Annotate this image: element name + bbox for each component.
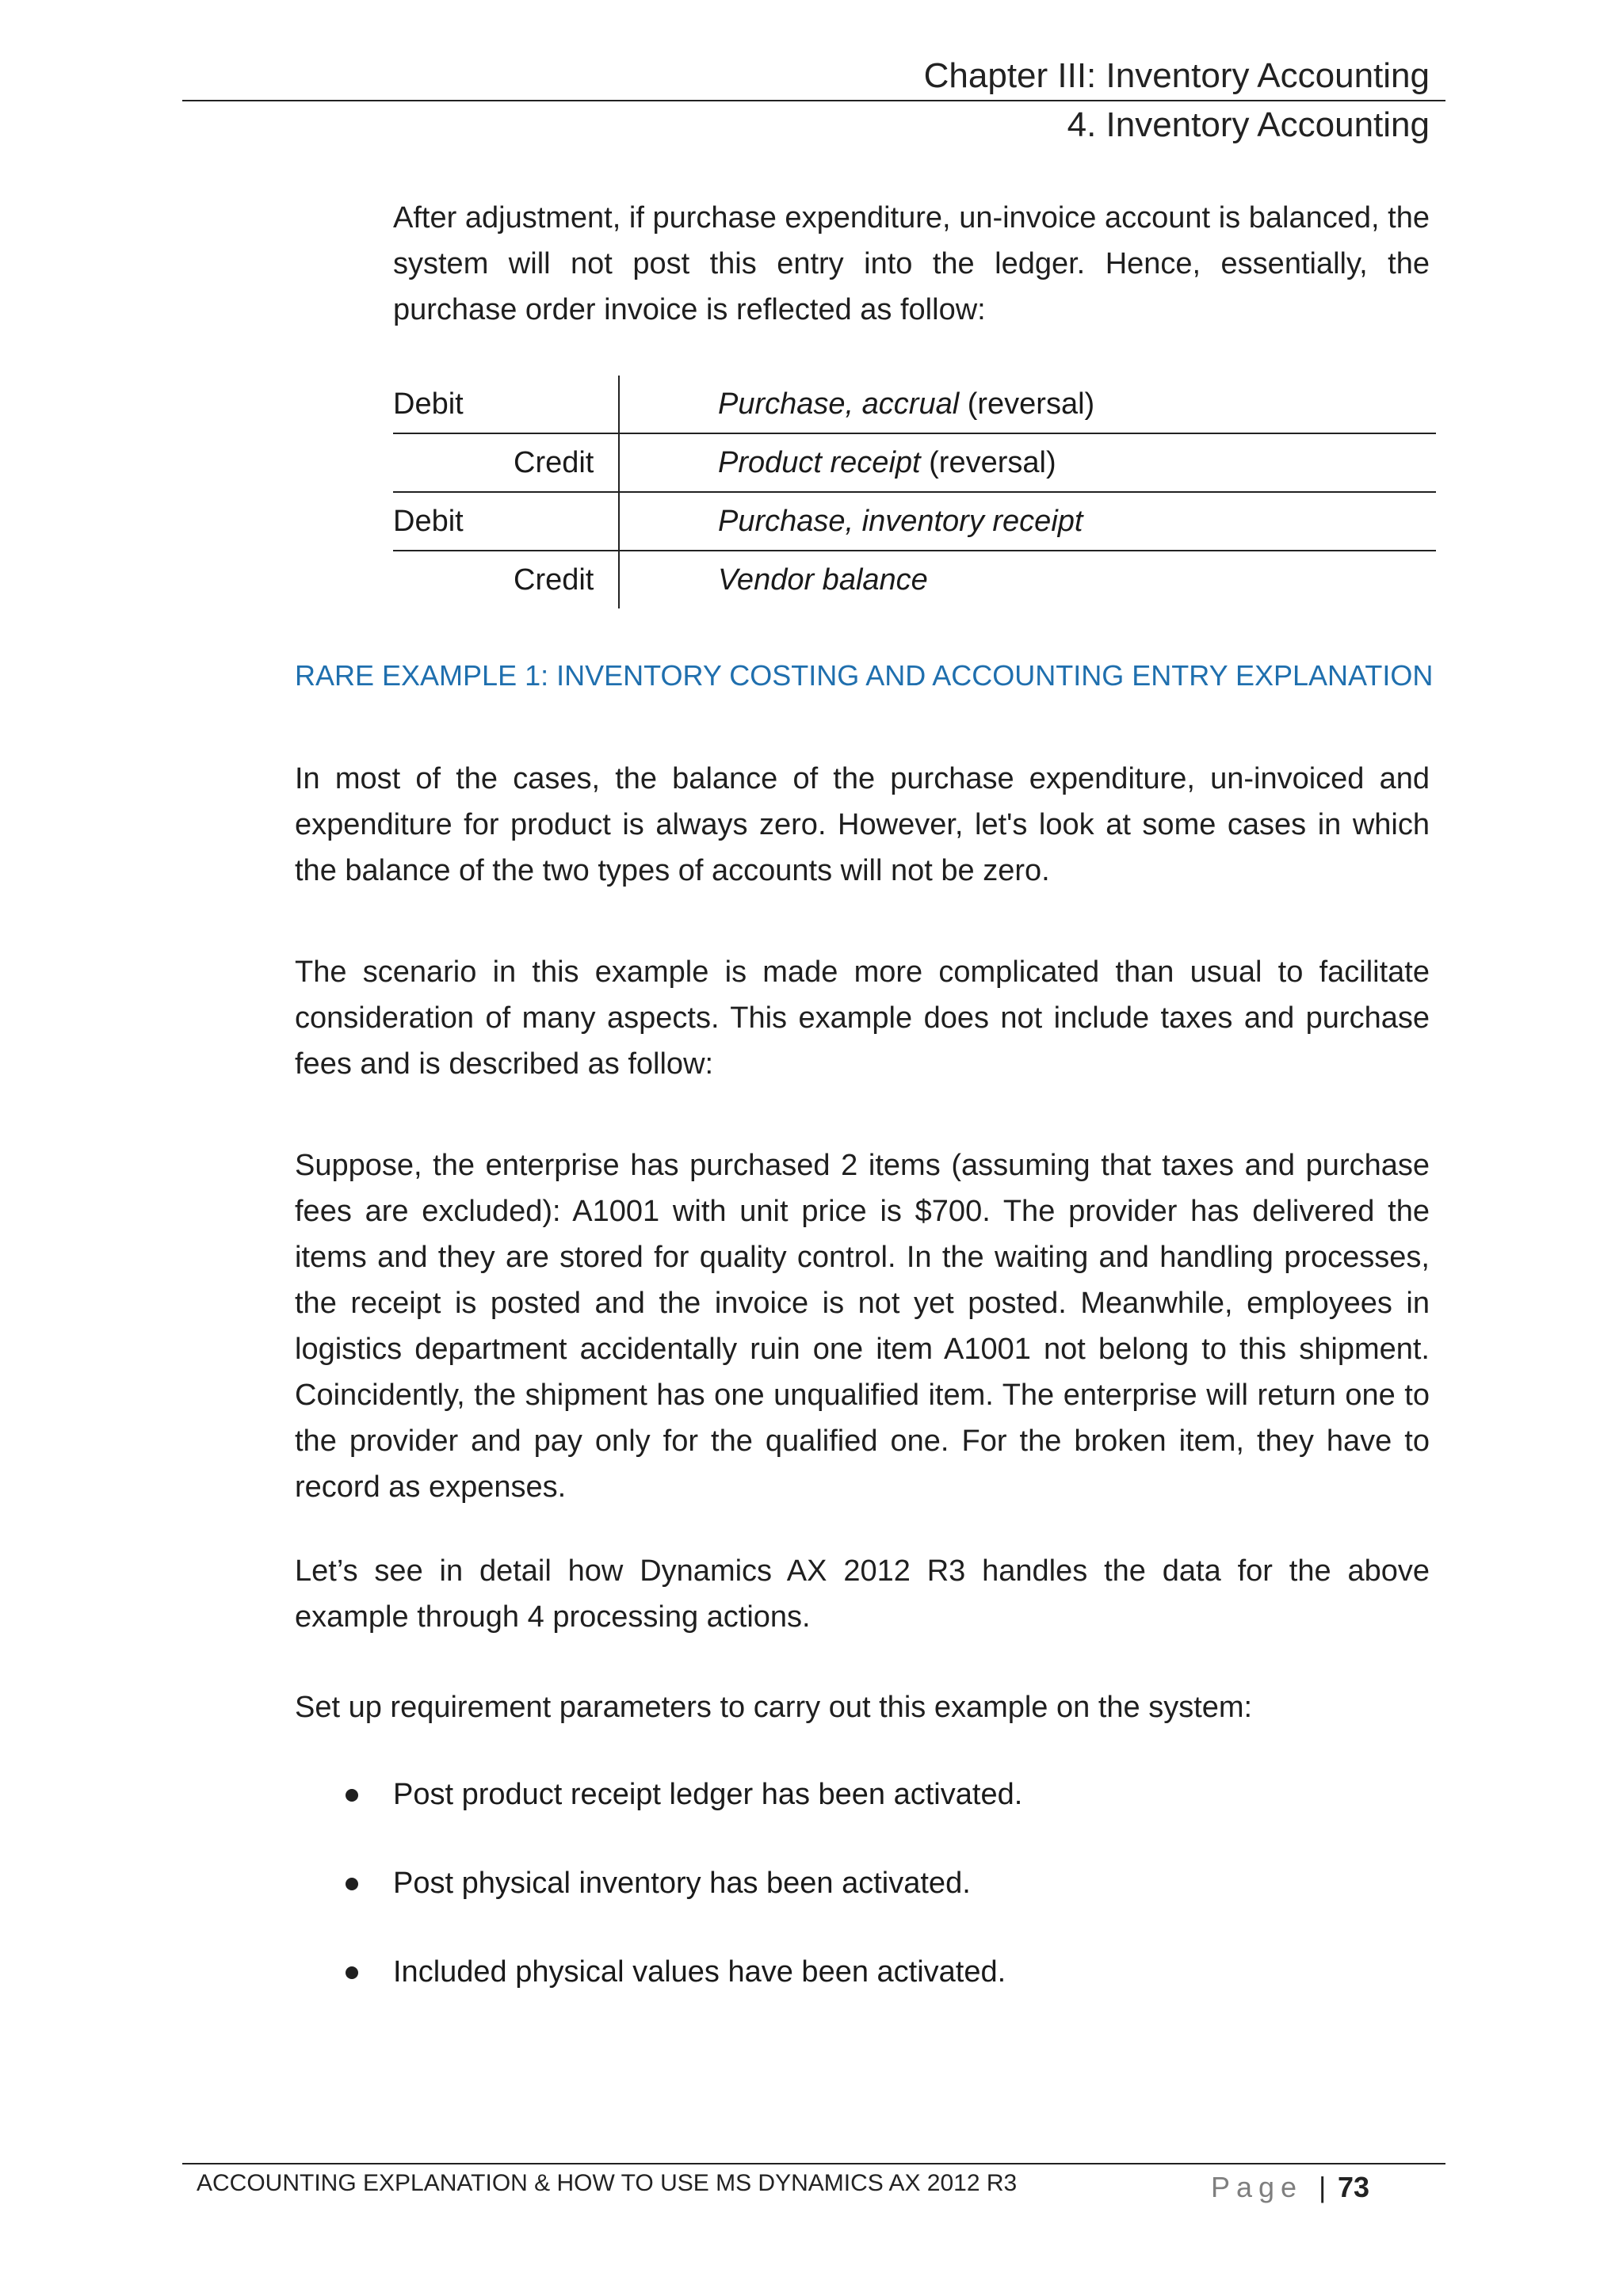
journal-entry-table <box>393 376 1436 608</box>
account-title: Purchase, inventory receipt <box>718 505 1083 538</box>
entry-row <box>393 551 1436 608</box>
bullet-text: Included physical values have been activated. <box>393 1955 1006 1989</box>
account-name <box>718 434 1056 491</box>
body-paragraph: Let’s see in detail how Dynamics AX 2012 R3 handles the data for the above example through 4 processing actions. <box>295 1554 1430 1634</box>
account-title: Product receipt <box>718 446 921 479</box>
bullet-text: Post product receipt ledger has been activated. <box>393 1778 1023 1811</box>
debit-label: Debit <box>393 387 464 421</box>
page-label: Page <box>1211 2171 1304 2203</box>
credit-label: Credit <box>514 446 594 479</box>
section-title: 4. Inventory Accounting <box>1067 105 1430 144</box>
example-heading: RARE EXAMPLE 1: INVENTORY COSTING AND ACCOUNTING ENTRY EXPLANATION <box>295 659 1434 692</box>
bullet-icon <box>346 1789 358 1802</box>
account-note: (reversal) <box>959 387 1095 421</box>
account-name <box>718 493 1083 550</box>
footer-title: ACCOUNTING EXPLANATION & HOW TO USE MS DYNAMICS AX 2012 R3 <box>197 2170 1018 2196</box>
account-name <box>718 551 928 608</box>
entry-row <box>393 493 1436 551</box>
footer-rule <box>182 2163 1445 2164</box>
page-separator: | <box>1319 2171 1327 2203</box>
intro-paragraph: After adjustment, if purchase expenditure, un-invoice account is balanced, the system will not post this entry into the ledger. Hence, essentially, the purchase order invoice is reflected as follow: <box>393 201 1430 326</box>
body-paragraph: Set up requirement parameters to carry out this example on the system: <box>295 1691 1253 1724</box>
entry-side-cell <box>393 493 620 550</box>
body-paragraph: In most of the cases, the balance of the purchase expenditure, un-invoiced and expenditure for product is always zero. However, let's look at some cases in which the balance of the two types of accounts will not be zero. <box>295 762 1430 887</box>
entry-side-cell <box>393 376 620 433</box>
entry-row <box>393 434 1436 493</box>
body-paragraph: Suppose, the enterprise has purchased 2 items (assuming that taxes and purchase fees are excluded): A1001 with unit price is $700. The provider has delivered the items and they are stored for quality control. In the waiting and handling processes, the receipt is posted and the invoice is not yet posted. Meanwhile, employees in logistics department accidentally ruin one item A1001 not belong to this shipment. Coincidently, the shipment has one unqualified item. The enterprise will return one to the provider and pay only for the qualified one. For the broken item, they have to record as expenses. <box>295 1149 1430 1504</box>
bullet-icon <box>346 1878 358 1890</box>
bullet-icon <box>346 1966 358 1979</box>
page-number: 73 <box>1338 2171 1370 2203</box>
entry-side-cell <box>393 434 620 491</box>
bullet-text: Post physical inventory has been activated. <box>393 1867 971 1900</box>
body-paragraph: The scenario in this example is made more complicated than usual to facilitate consideration of many aspects. This example does not include taxes and purchase fees and is described as follow: <box>295 955 1430 1081</box>
credit-label: Credit <box>514 563 594 597</box>
entry-row <box>393 376 1436 434</box>
debit-label: Debit <box>393 505 464 538</box>
account-title: Purchase, accrual <box>718 387 960 421</box>
account-name <box>718 376 1094 433</box>
account-note: (reversal) <box>920 446 1056 479</box>
chapter-title: Chapter III: Inventory Accounting <box>923 56 1430 95</box>
entry-side-cell <box>393 551 620 608</box>
header-rule <box>182 100 1445 101</box>
account-title: Vendor balance <box>718 563 928 597</box>
